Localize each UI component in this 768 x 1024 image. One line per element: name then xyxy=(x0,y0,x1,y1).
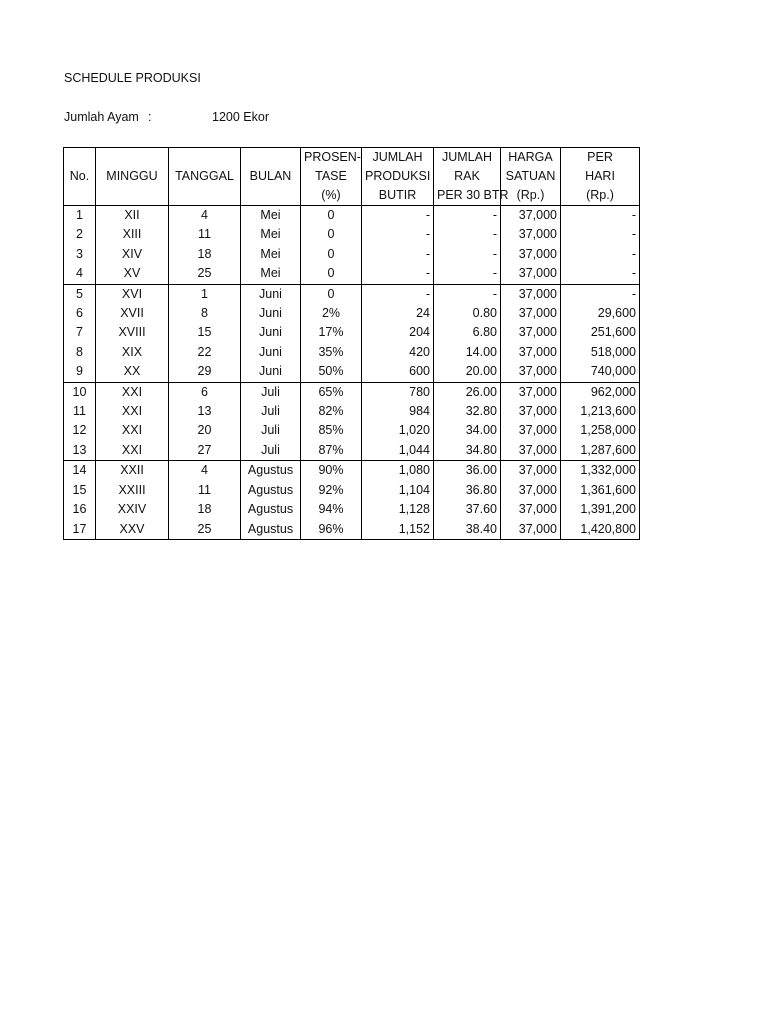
column-header-produksi: BUTIR xyxy=(362,186,434,206)
cell-per-hari: 1,420,800 xyxy=(561,520,640,540)
cell-produksi: 984 xyxy=(362,402,434,421)
cell-minggu: XXII xyxy=(96,461,169,481)
table-row xyxy=(64,343,640,362)
cell-prosentase: 17% xyxy=(301,323,362,342)
cell-minggu: XXI xyxy=(96,421,169,440)
column-header-prosentase: (%) xyxy=(301,186,362,206)
cell-no: 17 xyxy=(64,520,96,540)
table-row xyxy=(64,323,640,342)
cell-harga: 37,000 xyxy=(501,500,561,519)
cell-minggu: XXI xyxy=(96,402,169,421)
cell-no: 15 xyxy=(64,481,96,500)
cell-prosentase: 94% xyxy=(301,500,362,519)
table-row xyxy=(64,284,640,304)
cell-tanggal: 22 xyxy=(169,343,241,362)
cell-tanggal: 20 xyxy=(169,421,241,440)
cell-produksi: - xyxy=(362,245,434,264)
column-header-tanggal: TANGGAL xyxy=(169,167,241,186)
table-row xyxy=(64,304,640,323)
cell-per-hari: - xyxy=(561,245,640,264)
cell-rak: 36.00 xyxy=(434,461,501,481)
cell-no: 11 xyxy=(64,402,96,421)
cell-bulan: Juli xyxy=(241,402,301,421)
cell-rak: - xyxy=(434,225,501,244)
table-body xyxy=(64,206,640,540)
cell-minggu: XVIII xyxy=(96,323,169,342)
cell-tanggal: 4 xyxy=(169,206,241,226)
cell-prosentase: 35% xyxy=(301,343,362,362)
cell-no: 7 xyxy=(64,323,96,342)
cell-produksi: 1,104 xyxy=(362,481,434,500)
table-row xyxy=(64,481,640,500)
cell-prosentase: 85% xyxy=(301,421,362,440)
cell-tanggal: 11 xyxy=(169,225,241,244)
cell-tanggal: 18 xyxy=(169,500,241,519)
cell-produksi: 600 xyxy=(362,362,434,382)
cell-prosentase: 82% xyxy=(301,402,362,421)
cell-no: 14 xyxy=(64,461,96,481)
cell-tanggal: 18 xyxy=(169,245,241,264)
column-header-rak: JUMLAH xyxy=(434,148,501,168)
cell-harga: 37,000 xyxy=(501,481,561,500)
column-header-no xyxy=(64,186,96,206)
column-header-minggu xyxy=(96,186,169,206)
cell-per-hari: - xyxy=(561,225,640,244)
cell-harga: 37,000 xyxy=(501,206,561,226)
cell-harga: 37,000 xyxy=(501,402,561,421)
chicken-count-colon: : xyxy=(148,110,152,124)
cell-produksi: - xyxy=(362,225,434,244)
cell-rak: - xyxy=(434,245,501,264)
cell-bulan: Agustus xyxy=(241,500,301,519)
cell-produksi: 204 xyxy=(362,323,434,342)
cell-bulan: Mei xyxy=(241,245,301,264)
cell-prosentase: 87% xyxy=(301,441,362,461)
cell-minggu: XIV xyxy=(96,245,169,264)
cell-rak: - xyxy=(434,206,501,226)
cell-no: 6 xyxy=(64,304,96,323)
cell-minggu: XXIV xyxy=(96,500,169,519)
cell-per-hari: 1,361,600 xyxy=(561,481,640,500)
cell-bulan: Agustus xyxy=(241,461,301,481)
document-title: SCHEDULE PRODUKSI xyxy=(64,71,201,85)
table-row xyxy=(64,500,640,519)
column-header-prosentase: PROSEN- xyxy=(301,148,362,168)
cell-no: 3 xyxy=(64,245,96,264)
cell-rak: 26.00 xyxy=(434,382,501,402)
header-row xyxy=(64,186,640,206)
cell-bulan: Agustus xyxy=(241,520,301,540)
cell-prosentase: 50% xyxy=(301,362,362,382)
column-header-rak: RAK xyxy=(434,167,501,186)
cell-per-hari: 962,000 xyxy=(561,382,640,402)
cell-prosentase: 0 xyxy=(301,245,362,264)
cell-tanggal: 15 xyxy=(169,323,241,342)
cell-rak: 14.00 xyxy=(434,343,501,362)
cell-no: 9 xyxy=(64,362,96,382)
column-header-no: No. xyxy=(64,167,96,186)
cell-produksi: - xyxy=(362,284,434,304)
column-header-perhari: HARI xyxy=(561,167,640,186)
cell-prosentase: 90% xyxy=(301,461,362,481)
table-row xyxy=(64,461,640,481)
cell-bulan: Mei xyxy=(241,225,301,244)
table-row xyxy=(64,362,640,382)
cell-prosentase: 92% xyxy=(301,481,362,500)
cell-minggu: XIII xyxy=(96,225,169,244)
cell-produksi: 24 xyxy=(362,304,434,323)
column-header-bulan xyxy=(241,186,301,206)
table-row xyxy=(64,441,640,461)
cell-rak: 20.00 xyxy=(434,362,501,382)
cell-bulan: Juli xyxy=(241,382,301,402)
cell-minggu: XVII xyxy=(96,304,169,323)
cell-harga: 37,000 xyxy=(501,421,561,440)
cell-per-hari: 1,287,600 xyxy=(561,441,640,461)
table-row xyxy=(64,264,640,284)
cell-harga: 37,000 xyxy=(501,382,561,402)
cell-minggu: XV xyxy=(96,264,169,284)
header-row xyxy=(64,167,640,186)
cell-per-hari: 1,391,200 xyxy=(561,500,640,519)
cell-produksi: 1,128 xyxy=(362,500,434,519)
column-header-tanggal xyxy=(169,186,241,206)
cell-tanggal: 8 xyxy=(169,304,241,323)
cell-prosentase: 2% xyxy=(301,304,362,323)
column-header-perhari: (Rp.) xyxy=(561,186,640,206)
cell-produksi: - xyxy=(362,264,434,284)
cell-prosentase: 96% xyxy=(301,520,362,540)
cell-tanggal: 25 xyxy=(169,264,241,284)
cell-tanggal: 6 xyxy=(169,382,241,402)
column-header-prosentase: TASE xyxy=(301,167,362,186)
cell-harga: 37,000 xyxy=(501,323,561,342)
chicken-count-label: Jumlah Ayam xyxy=(64,110,139,124)
cell-produksi: 1,020 xyxy=(362,421,434,440)
cell-rak: 6.80 xyxy=(434,323,501,342)
column-header-harga: SATUAN xyxy=(501,167,561,186)
cell-produksi: 1,080 xyxy=(362,461,434,481)
production-schedule-table xyxy=(63,147,640,540)
cell-per-hari: 518,000 xyxy=(561,343,640,362)
cell-per-hari: - xyxy=(561,284,640,304)
cell-minggu: XXI xyxy=(96,382,169,402)
cell-rak: 34.00 xyxy=(434,421,501,440)
cell-rak: 37.60 xyxy=(434,500,501,519)
cell-per-hari: 1,213,600 xyxy=(561,402,640,421)
cell-bulan: Juli xyxy=(241,441,301,461)
cell-minggu: XIX xyxy=(96,343,169,362)
cell-minggu: XVI xyxy=(96,284,169,304)
cell-bulan: Juni xyxy=(241,362,301,382)
cell-prosentase: 0 xyxy=(301,225,362,244)
column-header-minggu xyxy=(96,148,169,168)
cell-bulan: Juni xyxy=(241,343,301,362)
column-header-rak: PER 30 BTR xyxy=(434,186,501,206)
cell-tanggal: 25 xyxy=(169,520,241,540)
column-header-perhari: PER xyxy=(561,148,640,168)
cell-produksi: 780 xyxy=(362,382,434,402)
cell-prosentase: 0 xyxy=(301,206,362,226)
cell-no: 13 xyxy=(64,441,96,461)
cell-per-hari: - xyxy=(561,206,640,226)
cell-harga: 37,000 xyxy=(501,225,561,244)
cell-produksi: 1,044 xyxy=(362,441,434,461)
cell-tanggal: 13 xyxy=(169,402,241,421)
cell-tanggal: 27 xyxy=(169,441,241,461)
cell-tanggal: 11 xyxy=(169,481,241,500)
column-header-minggu: MINGGU xyxy=(96,167,169,186)
column-header-no xyxy=(64,148,96,168)
cell-rak: - xyxy=(434,284,501,304)
cell-prosentase: 0 xyxy=(301,264,362,284)
cell-no: 12 xyxy=(64,421,96,440)
cell-per-hari: 740,000 xyxy=(561,362,640,382)
cell-harga: 37,000 xyxy=(501,343,561,362)
cell-harga: 37,000 xyxy=(501,304,561,323)
cell-no: 4 xyxy=(64,264,96,284)
table-row xyxy=(64,245,640,264)
cell-per-hari: 1,332,000 xyxy=(561,461,640,481)
cell-per-hari: 251,600 xyxy=(561,323,640,342)
cell-rak: 36.80 xyxy=(434,481,501,500)
cell-per-hari: 1,258,000 xyxy=(561,421,640,440)
cell-no: 16 xyxy=(64,500,96,519)
cell-harga: 37,000 xyxy=(501,461,561,481)
table-row xyxy=(64,382,640,402)
cell-no: 5 xyxy=(64,284,96,304)
cell-minggu: XX xyxy=(96,362,169,382)
cell-no: 2 xyxy=(64,225,96,244)
cell-minggu: XXI xyxy=(96,441,169,461)
cell-prosentase: 65% xyxy=(301,382,362,402)
cell-harga: 37,000 xyxy=(501,441,561,461)
chicken-count-value: 1200 Ekor xyxy=(212,110,269,124)
cell-no: 1 xyxy=(64,206,96,226)
cell-rak: 0.80 xyxy=(434,304,501,323)
table-row xyxy=(64,402,640,421)
cell-minggu: XII xyxy=(96,206,169,226)
table-row xyxy=(64,225,640,244)
cell-bulan: Juni xyxy=(241,284,301,304)
cell-rak: - xyxy=(434,264,501,284)
cell-harga: 37,000 xyxy=(501,520,561,540)
table-row xyxy=(64,520,640,540)
cell-bulan: Juli xyxy=(241,421,301,440)
cell-minggu: XXIII xyxy=(96,481,169,500)
cell-prosentase: 0 xyxy=(301,284,362,304)
cell-rak: 38.40 xyxy=(434,520,501,540)
cell-harga: 37,000 xyxy=(501,284,561,304)
table-row xyxy=(64,421,640,440)
column-header-bulan xyxy=(241,148,301,168)
cell-bulan: Agustus xyxy=(241,481,301,500)
cell-no: 10 xyxy=(64,382,96,402)
cell-harga: 37,000 xyxy=(501,264,561,284)
cell-rak: 34.80 xyxy=(434,441,501,461)
column-header-produksi: JUMLAH xyxy=(362,148,434,168)
cell-no: 8 xyxy=(64,343,96,362)
column-header-produksi: PRODUKSI xyxy=(362,167,434,186)
column-header-bulan: BULAN xyxy=(241,167,301,186)
cell-bulan: Mei xyxy=(241,206,301,226)
cell-harga: 37,000 xyxy=(501,245,561,264)
cell-tanggal: 29 xyxy=(169,362,241,382)
cell-tanggal: 4 xyxy=(169,461,241,481)
cell-produksi: 420 xyxy=(362,343,434,362)
cell-bulan: Juni xyxy=(241,323,301,342)
column-header-tanggal xyxy=(169,148,241,168)
table-row xyxy=(64,206,640,226)
column-header-harga: HARGA xyxy=(501,148,561,168)
header-row xyxy=(64,148,640,168)
cell-bulan: Mei xyxy=(241,264,301,284)
cell-produksi: 1,152 xyxy=(362,520,434,540)
cell-bulan: Juni xyxy=(241,304,301,323)
cell-tanggal: 1 xyxy=(169,284,241,304)
column-header-harga: (Rp.) xyxy=(501,186,561,206)
cell-minggu: XXV xyxy=(96,520,169,540)
cell-per-hari: - xyxy=(561,264,640,284)
cell-per-hari: 29,600 xyxy=(561,304,640,323)
cell-produksi: - xyxy=(362,206,434,226)
table-header xyxy=(64,148,640,206)
cell-harga: 37,000 xyxy=(501,362,561,382)
cell-rak: 32.80 xyxy=(434,402,501,421)
